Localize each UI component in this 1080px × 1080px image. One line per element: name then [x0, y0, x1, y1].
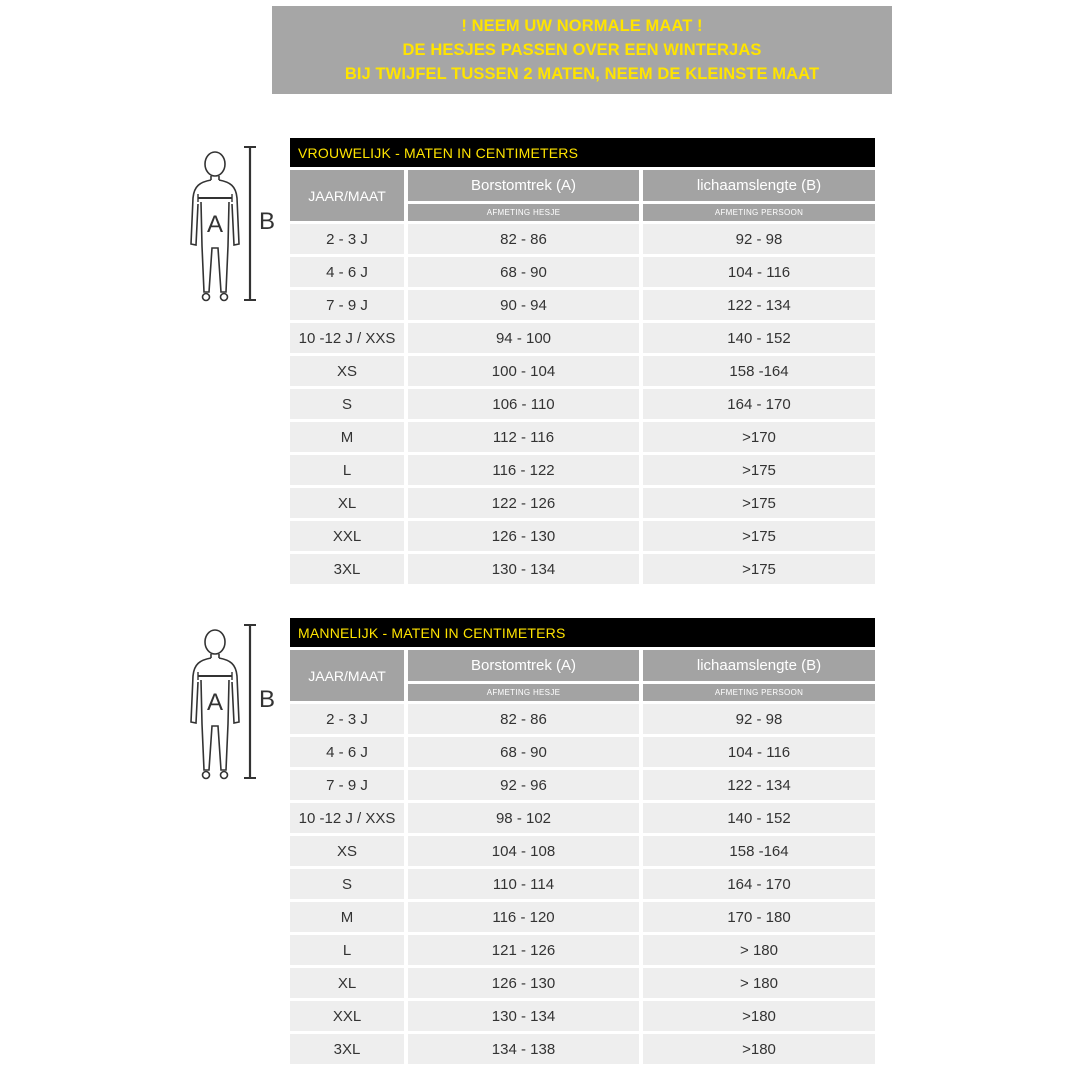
- table-row: [290, 488, 875, 518]
- height-label: B: [259, 208, 276, 235]
- cell-size: 2 - 3 J: [290, 704, 408, 734]
- notice-line-2: DE HESJES PASSEN OVER EEN WINTERJAS: [402, 41, 762, 59]
- cell-height: 122 - 134: [643, 770, 875, 800]
- cell-size: L: [290, 455, 408, 485]
- table-row: [290, 770, 875, 800]
- table-row: [290, 1001, 875, 1031]
- table-row: [290, 704, 875, 734]
- cell-height: >175: [643, 488, 875, 518]
- header-size: JAAR/MAAT: [290, 170, 408, 221]
- header-chest: Borstomtrek (A): [408, 650, 643, 681]
- cell-size: 3XL: [290, 1034, 408, 1064]
- notice-line-3: BIJ TWIJFEL TUSSEN 2 MATEN, NEEM DE KLEINSTE MAAT: [344, 65, 820, 83]
- header-height-sub: AFMETING PERSOON: [643, 204, 875, 221]
- table-row: [290, 869, 875, 899]
- table-row: [290, 389, 875, 419]
- height-label: B: [259, 686, 276, 713]
- header-height-sub: AFMETING PERSOON: [643, 684, 875, 701]
- header-chest-sub: AFMETING HESJE: [408, 684, 643, 701]
- cell-height: >180: [643, 1034, 875, 1064]
- header-size: JAAR/MAAT: [290, 650, 408, 701]
- cell-size: XL: [290, 968, 408, 998]
- section-title: MANNELIJK - MATEN IN CENTIMETERS: [290, 618, 875, 647]
- table-row: [290, 902, 875, 932]
- cell-chest: 116 - 122: [408, 455, 643, 485]
- cell-height: 92 - 98: [643, 224, 875, 254]
- table-row: [290, 290, 875, 320]
- table-row: [290, 455, 875, 485]
- table-row: [290, 554, 875, 584]
- chest-label: A: [207, 689, 224, 716]
- cell-chest: 122 - 126: [408, 488, 643, 518]
- table-row: [290, 356, 875, 386]
- cell-height: 92 - 98: [643, 704, 875, 734]
- cell-size: XXL: [290, 1001, 408, 1031]
- cell-height: >170: [643, 422, 875, 452]
- cell-chest: 68 - 90: [408, 737, 643, 767]
- header-height: lichaamslengte (B): [643, 650, 875, 681]
- cell-height: 140 - 152: [643, 803, 875, 833]
- cell-height: >175: [643, 521, 875, 551]
- table-row: [290, 737, 875, 767]
- cell-size: S: [290, 389, 408, 419]
- cell-chest: 112 - 116: [408, 422, 643, 452]
- cell-size: XS: [290, 356, 408, 386]
- table-row: [290, 521, 875, 551]
- cell-chest: 98 - 102: [408, 803, 643, 833]
- cell-height: 104 - 116: [643, 257, 875, 287]
- cell-height: >175: [643, 455, 875, 485]
- cell-size: 3XL: [290, 554, 408, 584]
- table-row: [290, 836, 875, 866]
- cell-size: XXL: [290, 521, 408, 551]
- cell-height: 122 - 134: [643, 290, 875, 320]
- cell-chest: 126 - 130: [408, 521, 643, 551]
- size-table: [290, 615, 875, 1067]
- cell-height: 170 - 180: [643, 902, 875, 932]
- header-chest-sub: AFMETING HESJE: [408, 204, 643, 221]
- cell-size: M: [290, 902, 408, 932]
- header-chest: Borstomtrek (A): [408, 170, 643, 201]
- table-row: [290, 1034, 875, 1064]
- table-row: [290, 968, 875, 998]
- section-title: VROUWELIJK - MATEN IN CENTIMETERS: [290, 138, 875, 167]
- notice-banner: [272, 6, 892, 94]
- cell-chest: 134 - 138: [408, 1034, 643, 1064]
- cell-height: >180: [643, 1001, 875, 1031]
- cell-size: L: [290, 935, 408, 965]
- cell-size: 7 - 9 J: [290, 770, 408, 800]
- chest-label: A: [207, 211, 224, 238]
- cell-chest: 94 - 100: [408, 323, 643, 353]
- cell-chest: 110 - 114: [408, 869, 643, 899]
- cell-size: 4 - 6 J: [290, 257, 408, 287]
- cell-chest: 100 - 104: [408, 356, 643, 386]
- cell-height: > 180: [643, 968, 875, 998]
- cell-size: 2 - 3 J: [290, 224, 408, 254]
- cell-chest: 82 - 86: [408, 704, 643, 734]
- cell-chest: 121 - 126: [408, 935, 643, 965]
- notice-line-1: ! NEEM UW NORMALE MAAT !: [461, 17, 703, 35]
- cell-chest: 68 - 90: [408, 257, 643, 287]
- table-row: [290, 422, 875, 452]
- cell-size: 10 -12 J / XXS: [290, 323, 408, 353]
- cell-chest: 106 - 110: [408, 389, 643, 419]
- table-row: [290, 803, 875, 833]
- cell-chest: 104 - 108: [408, 836, 643, 866]
- cell-size: XS: [290, 836, 408, 866]
- cell-height: 158 -164: [643, 356, 875, 386]
- cell-chest: 130 - 134: [408, 554, 643, 584]
- table-row: [290, 935, 875, 965]
- cell-height: 140 - 152: [643, 323, 875, 353]
- cell-chest: 126 - 130: [408, 968, 643, 998]
- cell-size: 7 - 9 J: [290, 290, 408, 320]
- cell-size: S: [290, 869, 408, 899]
- cell-height: 164 - 170: [643, 869, 875, 899]
- cell-size: 4 - 6 J: [290, 737, 408, 767]
- cell-size: M: [290, 422, 408, 452]
- cell-chest: 116 - 120: [408, 902, 643, 932]
- header-height: lichaamslengte (B): [643, 170, 875, 201]
- table-row: [290, 257, 875, 287]
- cell-chest: 92 - 96: [408, 770, 643, 800]
- table-row: [290, 323, 875, 353]
- cell-size: XL: [290, 488, 408, 518]
- body-measurement-figure-icon: [180, 620, 290, 790]
- cell-chest: 130 - 134: [408, 1001, 643, 1031]
- cell-chest: 82 - 86: [408, 224, 643, 254]
- cell-height: 164 - 170: [643, 389, 875, 419]
- cell-chest: 90 - 94: [408, 290, 643, 320]
- size-table: [290, 135, 875, 587]
- cell-height: 104 - 116: [643, 737, 875, 767]
- cell-height: >175: [643, 554, 875, 584]
- body-measurement-figure-icon: [180, 142, 290, 312]
- cell-height: 158 -164: [643, 836, 875, 866]
- cell-height: > 180: [643, 935, 875, 965]
- cell-size: 10 -12 J / XXS: [290, 803, 408, 833]
- table-row: [290, 224, 875, 254]
